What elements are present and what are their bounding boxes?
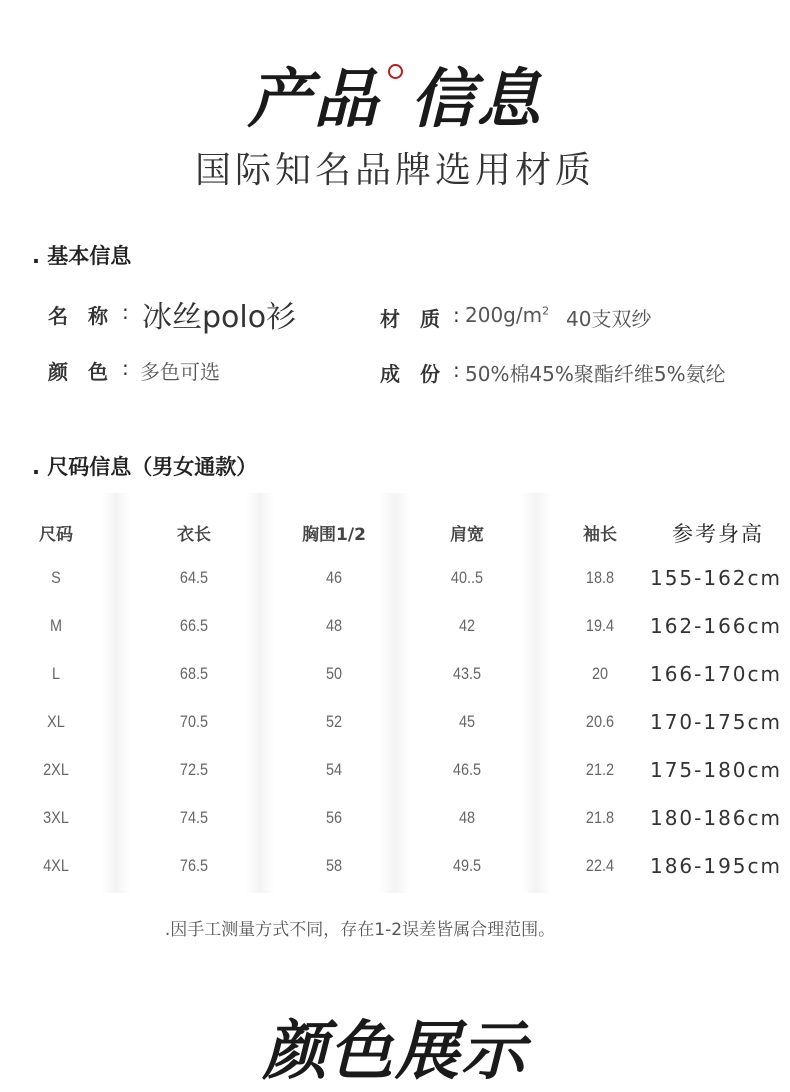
material-label: 材 质: [380, 307, 440, 331]
page-subtitle: 国际知名品牌选用材质: [194, 150, 595, 191]
cell-length: 66.5: [179, 616, 209, 635]
cell-chest: 54: [325, 760, 343, 779]
name-value: 冰丝polo衫: [142, 300, 297, 335]
header-height: 参考身高: [672, 522, 764, 546]
composition-colon: :: [453, 358, 460, 382]
cell-shoulder: 45: [458, 712, 476, 731]
cell-length: 72.5: [179, 760, 209, 779]
cell-sleeve: 22.4: [585, 856, 615, 875]
color-value: 多色可选: [140, 360, 220, 384]
cell-size: L: [51, 664, 61, 683]
cell-shoulder: 48: [458, 808, 476, 827]
title-right: 信息: [410, 62, 543, 137]
measurement-note: .因手工测量方式不同，存在1-2误差皆属合理范围。: [164, 920, 556, 940]
cell-shoulder: 40..5: [450, 568, 484, 587]
name-label: 名 称: [48, 304, 108, 328]
cell-length: 70.5: [179, 712, 209, 731]
cell-sleeve: 20.6: [585, 712, 615, 731]
cell-length: 68.5: [179, 664, 209, 683]
column-divider: [380, 493, 410, 893]
cell-height: 170-175cm: [649, 710, 783, 734]
header-size: 尺码: [39, 525, 73, 545]
cell-chest: 56: [325, 808, 343, 827]
cell-size: 2XL: [43, 760, 69, 779]
cell-shoulder: 43.5: [452, 664, 482, 683]
cell-height: 186-195cm: [649, 854, 783, 878]
material-colon: :: [453, 303, 460, 327]
cell-size: XL: [47, 712, 65, 731]
page-title: [0, 48, 790, 137]
cell-length: 76.5: [179, 856, 209, 875]
column-divider: [245, 493, 275, 893]
cell-sleeve: 20: [591, 664, 609, 683]
header-shoulder: 肩宽: [450, 525, 484, 545]
material-sup: 2: [542, 304, 550, 318]
composition-label: 成 份: [380, 362, 440, 386]
basic-info-heading: . 基本信息: [32, 244, 132, 268]
cell-chest: 52: [325, 712, 343, 731]
cell-chest: 46: [325, 568, 343, 587]
cell-sleeve: 21.8: [585, 808, 615, 827]
color-label: 颜 色: [48, 360, 108, 384]
cell-height: 166-170cm: [649, 662, 783, 686]
composition-value: 50%棉45%聚酯纤维5%氨纶: [465, 362, 726, 386]
cell-sleeve: 18.8: [585, 568, 615, 587]
next-section-title: 颜色展示: [263, 1014, 527, 1089]
material-value: $200g/m^2$: [465, 303, 550, 327]
header-chest: 胸围1/2: [302, 525, 366, 545]
cell-chest: 48: [325, 616, 343, 635]
title-left: 产品: [247, 62, 380, 137]
cell-shoulder: 49.5: [452, 856, 482, 875]
header-length: 衣长: [177, 525, 211, 545]
cell-length: 74.5: [179, 808, 209, 827]
cell-sleeve: 21.2: [585, 760, 615, 779]
material-extra: 40支双纱: [566, 307, 652, 331]
cell-shoulder: 42: [458, 616, 476, 635]
cell-height: 175-180cm: [649, 758, 783, 782]
name-colon: :: [122, 300, 129, 324]
cell-chest: 58: [325, 856, 343, 875]
cell-sleeve: 19.4: [585, 616, 615, 635]
cell-size: S: [51, 568, 61, 587]
title-dot-icon: [388, 64, 403, 79]
column-divider: [521, 493, 551, 893]
cell-size: 3XL: [43, 808, 69, 827]
color-colon: :: [122, 356, 129, 380]
size-info-heading: . 尺码信息（男女通款）: [32, 455, 258, 479]
column-divider: [101, 493, 131, 893]
header-sleeve: 袖长: [583, 525, 617, 545]
cell-height: 180-186cm: [649, 806, 783, 830]
cell-size: M: [49, 616, 63, 635]
cell-chest: 50: [325, 664, 343, 683]
cell-height: 155-162cm: [649, 566, 783, 590]
cell-size: 4XL: [43, 856, 69, 875]
cell-height: 162-166cm: [649, 614, 783, 638]
cell-shoulder: 46.5: [452, 760, 482, 779]
cell-length: 64.5: [179, 568, 209, 587]
